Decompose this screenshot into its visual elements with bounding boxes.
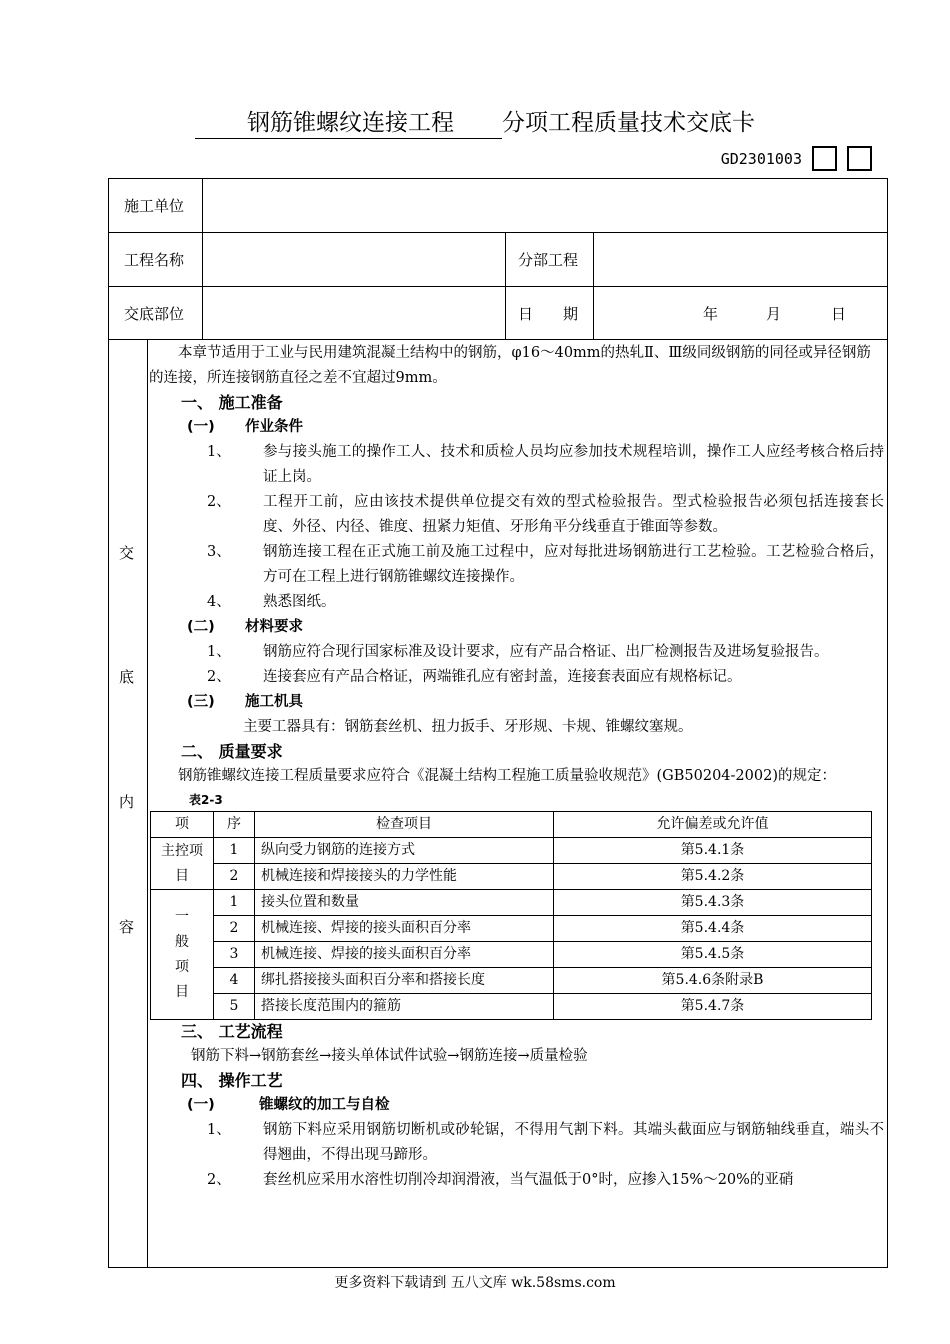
- table-row: 2 机械连接、焊接的接头面积百分率 第5.4.4条: [151, 916, 872, 942]
- table-row: 5 搭接长度范围内的箍筋 第5.4.7条: [151, 994, 872, 1020]
- date-month: 月: [766, 305, 782, 323]
- side-char: 交: [119, 544, 135, 562]
- list-item: 2、 连接套应有产品合格证，两端锥孔应有密封盖，连接套表面应有规格标记。: [207, 669, 742, 685]
- side-label-column: [109, 339, 148, 1267]
- form-table: [108, 178, 888, 1268]
- date-year: 年: [703, 305, 719, 323]
- list-item: 1、 钢筋下料应采用钢筋切断机或砂轮锯，不得用气割下料。其端头截面应与钢筋轴线垂直，端头不得翘曲，不得出现马蹄形。: [207, 1122, 884, 1163]
- subsection-heading: (三) 施工机具: [187, 694, 303, 710]
- content-area: [149, 341, 884, 1193]
- divider: [202, 179, 203, 339]
- date-label: 日 期: [518, 305, 579, 323]
- row-project: [109, 232, 887, 287]
- page-title: [0, 104, 950, 139]
- divider: [505, 232, 506, 339]
- list-item: 2、 工程开工前，应由该技术提供单位提交有效的型式检验报告。型式检验报告必须包括连接套长度、外径、内径、锥度、扭紧力矩值、牙形角平分线垂直于锥面等参数。: [207, 494, 884, 535]
- unit-label: 施工单位: [124, 197, 185, 215]
- section-heading: 三、 工艺流程: [181, 1022, 283, 1041]
- table-row: 一 般 项 目 1 接头位置和数量 第5.4.3条: [151, 890, 872, 916]
- table-caption: 表2-3: [189, 793, 223, 807]
- title-project-name: 钢筋锥螺纹连接工程: [195, 104, 502, 139]
- side-char: 内: [119, 793, 135, 811]
- list-item: 1、 钢筋应符合现行国家标准及设计要求，应有产品合格证、出厂检测报告及进场复验报告。: [207, 644, 829, 660]
- group-general: 一 般 项 目: [151, 890, 214, 1020]
- section-heading: 四、 操作工艺: [181, 1071, 283, 1090]
- intro-paragraph: 本章节适用于工业与民用建筑混凝土结构中的钢筋，φ16～40mm的热轧Ⅱ、Ⅲ级同级钢筋的同径或异径钢筋的连接，所连接钢筋直径之差不宜超过9mm。: [149, 345, 871, 386]
- code-text: GD2301003: [720, 149, 802, 168]
- table-row: 3 机械连接、焊接的接头面积百分率 第5.4.5条: [151, 942, 872, 968]
- table-row: 4 绑扎搭接接头面积百分率和搭接长度 第5.4.6条附录B: [151, 968, 872, 994]
- quality-table: [150, 811, 872, 1020]
- list-item: 2、 套丝机应采用水溶性切削冷却润滑液，当气温低于0°时，应掺入15%～20%的亚硝: [207, 1172, 794, 1188]
- subsection-heading: (一) 锥螺纹的加工与自检: [187, 1097, 390, 1113]
- divider: [593, 232, 594, 339]
- side-char: 容: [119, 918, 135, 936]
- table-row: 2 机械连接和焊接接头的力学性能 第5.4.2条: [151, 864, 872, 890]
- table-header-row: 项 序 检查项目 允许偏差或允许值: [151, 812, 872, 838]
- part-label: 交底部位: [124, 305, 185, 323]
- list-item: 4、 熟悉图纸。: [207, 594, 336, 610]
- list-item: 1、 参与接头施工的操作工人、技术和质检人员均应参加技术规程培训，操作工人应经考核合格后持证上岗。: [207, 444, 884, 485]
- title-suffix: 分项工程质量技术交底卡: [502, 110, 755, 136]
- process-flow: 钢筋下料→钢筋套丝→接头单体试件试验→钢筋连接→质量检验: [191, 1048, 588, 1064]
- tools-text: 主要工器具有：钢筋套丝机、扭力扳手、牙形规、卡规、锥螺纹塞规。: [243, 719, 693, 735]
- list-item: 3、 钢筋连接工程在正式施工前及施工过程中，应对每批进场钢筋进行工艺检验。工艺检验合格后，方可在工程上进行钢筋锥螺纹连接操作。: [207, 544, 884, 585]
- group-main: 主控项目: [151, 838, 214, 890]
- table-row: 主控项目 1 纵向受力钢筋的连接方式 第5.4.1条: [151, 838, 872, 864]
- checkbox-1[interactable]: [812, 146, 837, 171]
- subproject-label: 分部工程: [518, 251, 579, 269]
- section-heading: 二、 质量要求: [181, 742, 283, 761]
- row-unit: [109, 179, 887, 233]
- side-char: 底: [119, 668, 135, 686]
- subsection-heading: (二) 材料要求: [187, 619, 303, 635]
- subsection-heading: (一) 作业条件: [187, 419, 303, 435]
- section-heading: 一、 施工准备: [181, 393, 283, 412]
- quality-paragraph: 钢筋锥螺纹连接工程质量要求应符合《混凝土结构工程施工质量验收规范》(GB50204-2002)的规定：: [178, 768, 836, 784]
- project-label: 工程名称: [124, 251, 185, 269]
- checkbox-2[interactable]: [847, 146, 872, 171]
- document-code: [721, 146, 872, 171]
- date-day: 日: [831, 305, 847, 323]
- footer-text: 更多资料下载请到 五八文库 wk.58sms.com: [334, 1275, 616, 1291]
